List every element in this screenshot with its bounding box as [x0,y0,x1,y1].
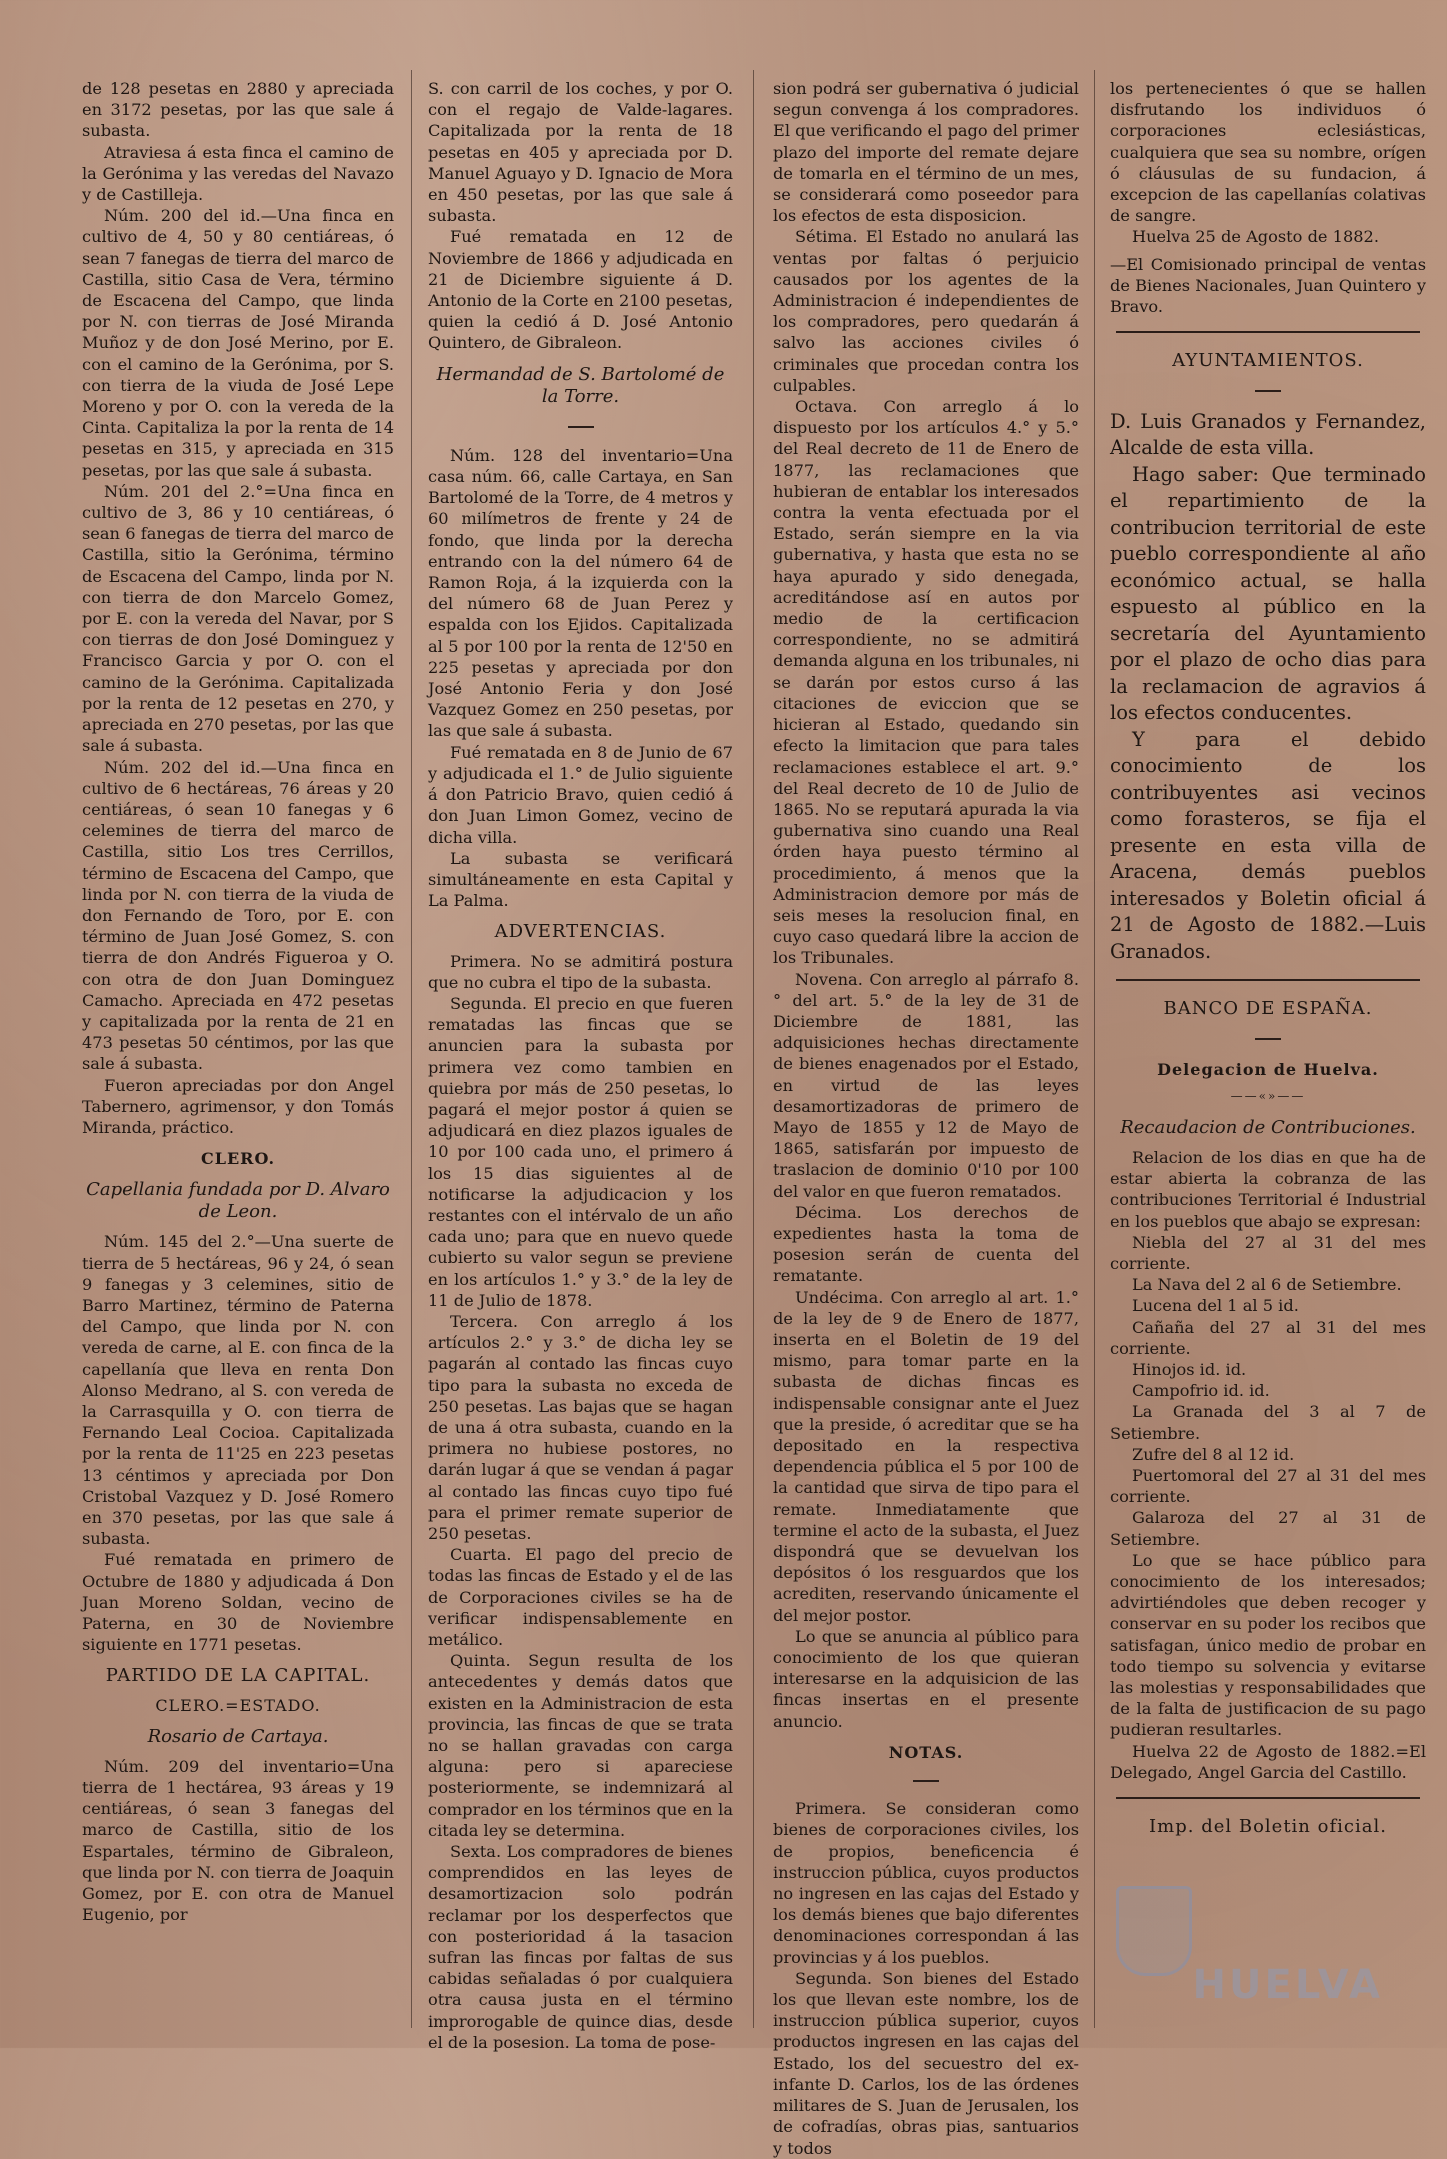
divider [1110,379,1426,400]
paragraph: Núm. 201 del 2.°=Una finca en cultivo de 3, 86 y 10 centiáreas, ó sean 6 fanegas de tierra del marco de Castilla, sitio la Gerónima, término de Escacena del Campo, linda por N. con tierra de don Marcelo Gomez, por E. con la vereda del Navar, por S con tierras de don José Dominguez y Francisco Garcia y por O. con el camino de la Gerónima. Capitalizada por la renta de 12 pesetas en 270, y apreciada en 270 pesetas, por las que sale á subasta. [82,481,394,756]
paragraph: Fué rematada en primero de Octubre de 1880 y adjudicada á Don Juan Moreno Soldan, vecino de Paterna, en 30 de Noviembre siguiente en 1771 pesetas. [82,1550,394,1655]
paragraph: Segunda. El precio en que fueren rematadas las fincas que se anuncien para la subasta por primera vez como tambien en quiebra por más de 250 pesetas, lo pagará el mejor postor á quien se adjudicará en diez plazos iguales de 10 por 100 cada uno, el primero á los 15 dias siguientes al de notificarse la adjudicacion y los restantes con el intérvalo de un año cada uno; para que en nuevo quede cubierto su valor segun se previene en los artículos 1.° y 3.° de la ley de 11 de Julio de 1878. [428,993,733,1310]
notice-body [1110,409,1426,966]
paragraph: Lo que se hace público para conocimiento de los interesados; advirtiéndoles que deben recoger y conservar en su poder los recibos que satisfagan, único medio de probar en todo tiempo su solvencia y evitarse las molestias y responsabilidades que de la falta de justificacion de su pago pudieran resultarles. [1110,1550,1426,1740]
paragraph: La subasta se verificará simultáneamente en esta Capital y La Palma. [428,848,733,911]
divider [773,1769,1079,1790]
paragraph: Hago saber: Que terminado el repartimiento de la contribucion territorial de este pueblo correspondiente al año económico actual, se halla espuesto al público en la secretaría del Ayuntamiento por el plazo de ocho dias para la reclamacion de agravios á los efectos conducentes. [1110,462,1426,725]
section-heading: Delegacion de Huelva. [1157,1059,1379,1079]
section-heading: Capellania fundada por D. Alvaro de Leon. [86,1179,390,1223]
section-separator [1116,1797,1420,1802]
paragraph: Undécima. Con arreglo al art. 1.° de la ley de 9 de Enero de 1877, inserta en el Boletin de 19 del mismo, para tomar parte en la subasta de dichas fincas es indispensable consignar ante el Juez que la preside, ó acreditar que se ha depositado en la respectiva dependencia pública el 5 por 100 de la cantidad que sirva de tipo para el remate. Inmediatamente que termine el acto de la subasta, el Juez dispondrá que se devuelvan los depósitos ó los resguardos que los acrediten, reservando únicamente el del mejor postor. [773,1287,1079,1625]
list-item: Hinojos id. id. [1132,1359,1247,1379]
section-heading: CLERO. [200,1149,276,1169]
column-2 [428,78,733,2052]
library-seal-icon [1116,1886,1192,1976]
list-item: Zufre del 8 al 12 id. [1132,1444,1295,1464]
section-separator [1116,979,1420,984]
column-rule [1094,70,1095,2028]
paragraph: Núm. 128 del inventario=Una casa núm. 66, calle Cartaya, en San Bartolomé de la Torre, de 4 metros y 60 milímetros de frente y 24 de fondo, que linda por la derecha entrando con la del número 64 de Ramon Roja, á la izquierda con la del número 68 de Juan Perez y espalda con los Ejidos. Capitalizada al 5 por 100 por la renta de 12'50 en 225 pesetas y apreciada por don José Antonio Feria y don José Vazquez Gomez en 250 pesetas, por las que sale á subasta. [428,445,733,741]
watermark: HUELVA [1192,1962,1383,2008]
column-4 [1110,78,1426,2028]
paragraph: Y para el debido conocimiento de los contribuyentes asi vecinos como forasteros, se fija el presente en esta villa de Aracena, demás pueblos interesados y Boletin oficial á 21 de Agosto de 1882.—Luis Granados. [1110,727,1426,963]
section-separator [1116,331,1420,336]
paragraph: Sétima. El Estado no anulará las ventas por faltas ó perjuicio causados por los agentes de la Administracion é independientes de los compradores, pero quedarán á salvo las acciones civiles ó criminales que procedan contra los culpables. [773,227,1079,395]
paragraph: Núm. 209 del inventario=Una tierra de 1 hectárea, 93 áreas y 19 centiáreas, ó sean 3 fanegas del marco de Castilla, sitio de los Espartales, término de Gibraleon, que linda por N. con tierra de Joaquin Gomez, por E. con otra de Manuel Eugenio, por [82,1756,394,1925]
paragraph: Lo que se anuncia al público para conocimiento de los que quieran interesarse en la adquisicion de las fincas insertas en el presente anuncio. [773,1626,1079,1731]
section-heading: ADVERTENCIAS. [494,921,667,943]
paragraph: sion podrá ser gubernativa ó judicial segun convenga á los compradores. El que verificando el pago del primer plazo del importe del remate dejare de tomarla en el término de un mes, se considerará como poseedor para los efectos de esta disposicion. [773,79,1079,226]
paragraph: Segunda. Son bienes del Estado los que llevan este nombre, los de instruccion pública superior, cuyos productos ingresen en las cajas del Estado, los del secuestro del ex-infante D. Carlos, los de las órdenes militares de S. Juan de Jerusalen, los de cofradías, obras pias, santuarios y todos [773,1968,1079,2158]
paragraph: Fué rematada en 8 de Junio de 67 y adjudicada el 1.° de Julio siguiente á don Patricio Bravo, quien cedió á don Juan Limon Gomez, vecino de dicha villa. [428,742,733,847]
paragraph: S. con carril de los coches, y por O. con el regajo de Valde-lagares. Capitalizada por la renta de 18 pesetas en 405 y apreciada por D. Manuel Aguayo y D. Ignacio de Mora en 450 pesetas, por las que sale á subasta. [428,79,733,226]
section-heading: AYUNTAMIENTOS. [1172,350,1364,372]
paragraph: Tercera. Con arreglo á los artículos 2.° y 3.° de dicha ley se pagarán al contado las fincas cuyo tipo para la subasta no exceda de 250 pesetas. Las bajas que se hagan de una á otra subasta, cuando en la primera no hubiese postores, no darán lugar á que se vendan á pagar al contado las fincas cuyo tipo fué para el primer remate superior de 250 pesetas. [428,1311,733,1543]
section-subheading: CLERO.=ESTADO. [155,1695,321,1715]
column-rule [753,70,754,2028]
section-heading: Hermandad de S. Bartolomé de la Torre. [436,363,725,407]
column-3 [773,78,1079,2158]
divider [428,416,733,437]
paragraph: Núm. 202 del id.—Una finca en cultivo de 6 hectáreas, 76 áreas y 20 centiáreas, ó sean 10 fanegas y 6 celemines de tierra del marco de Castilla, sitio Los tres Cerrillos, término de Escacena del Campo, que linda por N. con tierra de la viuda de don Fernando de Toro, por E. con término de Juan José Gomez, S. con tierra de don Andrés Figueroa y O. con otra de don Juan Dominguez Camacho. Apreciada en 472 pesetas y capitalizada por la renta de 21 en 473 pesetas 50 céntimos, por las que sale á subasta. [82,757,394,1074]
signature: Huelva 22 de Agosto de 1882.=El Delegado, Angel Garcia del Castillo. [1110,1741,1426,1782]
list-item: La Granada del 3 al 7 de Setiembre. [1110,1402,1426,1443]
list-item: Galaroza del 27 al 31 de Setiembre. [1110,1508,1426,1549]
paragraph: Núm. 200 del id.—Una finca en cultivo de 4, 50 y 80 centiáreas, ó sean 7 fanegas de tierra del marco de Castilla, sitio Casa de Vera, término de Escacena del Campo, que linda por N. con tierras de José Miranda Muñoz y de don José Merino, por E. con el camino de la Gerónima, por S. con tierra de la viuda de José Lepe Moreno y por O. con la vereda de la Cinta. Capitaliza la por la renta de 14 pesetas en 315, y apreciada en 315 pesetas, por las que sale á subasta. [82,206,394,480]
paragraph: Primera. Se consideran como bienes de corporaciones civiles, los de propios, beneficencia é instruccion pública, cuyos productos no ingresen en las cajas del Estado y los demás bienes que bajo diferentes denominaciones correspondan á las provincias y á los pueblos. [773,1799,1079,1967]
list-item: Puertomoral del 27 al 31 del mes corriente. [1110,1466,1426,1507]
paragraph: D. Luis Granados y Fernandez, Alcalde de esta villa. [1110,409,1426,460]
list-item: Campofrio id. id. [1132,1381,1270,1401]
paragraph: de 128 pesetas en 2880 y apreciada en 3172 pesetas, por las que sale á subasta. [82,79,394,141]
paragraph: Núm. 145 del 2.°—Una suerte de tierra de 5 hectáreas, 96 y 24, ó sean 9 fanegas y 3 celemines, sitio de Barro Martinez, término de Paterna del Campo, que linda por N. con vereda de carne, al E. con finca de la capellanía que lleva en renta Don Alonso Medrano, al S. con vereda de la Carrasquilla y O. con tierra de Fernando Leal Cocioa. Capitalizada por la renta de 11'25 en 223 pesetas 13 céntimos y apreciada por Don Cristobal Vazquez y D. José Romero en 370 pesetas, por las que sale á subasta. [82,1232,394,1549]
section-heading: Recaudacion de Contribuciones. [1120,1116,1416,1138]
signature: —El Comisionado principal de ventas de Bienes Nacionales, Juan Quintero y Bravo. [1110,254,1426,317]
section-heading: Rosario de Cartaya. [147,1725,329,1747]
paragraph: Fué rematada en 12 de Noviembre de 1866 y adjudicada en 21 de Diciembre siguiente á D. Antonio de la Corte en 2100 pesetas, quien la cedió á D. José Antonio Quintero, de Gibraleon. [428,227,733,353]
list-item: La Nava del 2 al 6 de Setiembre. [1132,1275,1402,1295]
list-item: Niebla del 27 al 31 del mes corriente. [1110,1232,1426,1273]
divider [1110,1027,1426,1048]
paragraph: Quinta. Segun resulta de los antecedentes y demás datos que existen en la Administracion de esta provincia, las fincas de que se trata no se hallan gravadas con carga alguna: pero si apareciese posteriormente, se indemnizará al comprador en los términos que en la citada ley se determina. [428,1651,733,1840]
section-heading: PARTIDO DE LA CAPITAL. [105,1665,371,1687]
section-heading: NOTAS. [888,1742,964,1762]
paragraph: Primera. No se admitirá postura que no cubra el tipo de la subasta. [428,951,733,992]
paragraph: los pertenecientes ó que se hallen disfrutando los individuos ó corporaciones eclesiásticas, cualquiera que sea su nombre, orígen ó cláusulas de su fundacion, á excepcion de las capellanías colativas de sangre. [1110,79,1426,226]
ornament: ——«»—— [1230,1088,1306,1103]
paragraph: Atraviesa á esta finca el camino de la Gerónima y las veredas del Navazo y de Castilleja. [82,142,394,205]
imprint: Imp. del Boletin oficial. [1149,1816,1387,1838]
paragraph: Fueron apreciadas por don Angel Tabernero, agrimensor, y don Tomás Miranda, práctico. [82,1075,394,1137]
paragraph: Décima. Los derechos de expedientes hasta la toma de posesion serán de cuenta del rematante. [773,1202,1079,1286]
list-item: Lucena del 1 al 5 id. [1132,1296,1299,1316]
paragraph: Novena. Con arreglo al párrafo 8.° del art. 5.° de la ley de 31 de Diciembre de 1881, las adquisiciones hechas directamente de bienes enagenados por el Estado, en virtud de las leyes desamortizadoras de primero de Mayo de 1855 y 12 de Mayo de 1865, satisfarán por impuesto de traslacion de dominio 0'10 por 100 del valor en que fueron rematados. [773,969,1079,1201]
paragraph: Cuarta. El pago del precio de todas las fincas de Estado y el de las de Corporaciones civiles se ha de verificar indispensablemente en metálico. [428,1545,733,1650]
dateline: Huelva 25 de Agosto de 1882. [1132,227,1380,247]
paragraph: Octava. Con arreglo á lo dispuesto por los artículos 4.° y 5.° del Real decreto de 11 de Enero de 1877, las reclamaciones que hubieran de entablar los interesados contra la venta efectuada por el Estado, serán siempre en la via gubernativa, y hasta que esta no se haya apurado y sido denegada, acreditándose así en autos por medio de la certificacion correspondiente, no se admitirá demanda alguna en los tribunales, ni se darán por estos curso á las citaciones de eviccion que se hicieran al Estado, quedando sin efecto la limitacion que para tales reclamaciones establece el art. 9.° del Real decreto de 10 de Julio de 1865. No se reputará apurada la via gubernativa sino cuando una Real órden haya puesto término al procedimiento, á menos que la Administracion demore por más de seis meses la resolucion final, en cuyo caso quedará libre la accion de los Tribunales. [773,397,1079,968]
paragraph: Sexta. Los compradores de bienes comprendidos en las leyes de desamortizacion solo podrán reclamar por los desperfectos que con posterioridad á la tasacion sufran las fincas por faltas de sus cabidas señaladas ó por cualquiera otra causa justa en el término improrogable de quince dias, desde el de la posesion. La toma de pose- [428,1842,733,2052]
section-heading: BANCO DE ESPAÑA. [1163,998,1373,1020]
column-1 [82,78,394,2028]
column-rule [411,70,412,2028]
paragraph: Relacion de los dias en que ha de estar abierta la cobranza de las contribuciones Territorial é Industrial en los pueblos que abajo se expresan: [1110,1147,1426,1231]
list-item: Cañaña del 27 al 31 del mes corriente. [1110,1317,1426,1358]
